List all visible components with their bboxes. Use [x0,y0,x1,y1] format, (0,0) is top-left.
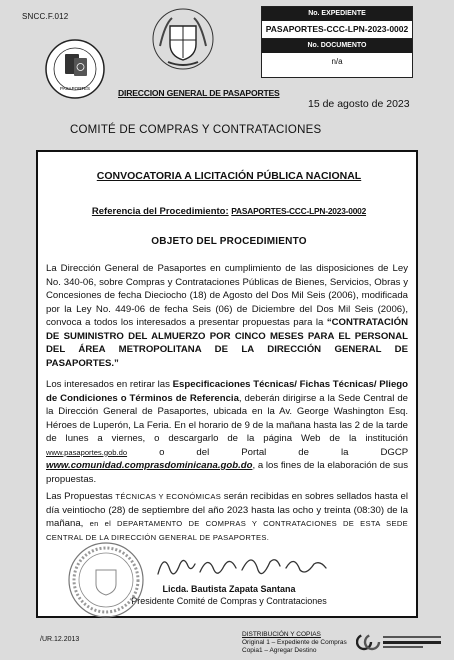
paragraph-submission [46,490,408,544]
submission-location: en el DEPARTAMENTO DE COMPRAS Y CONTRATACIONES DE ESTA SEDE CENTRAL DE LA DIRECCIÓN GENERAL DE PASAPORTES. [46,519,408,542]
contract-object: “CONTRATACIÓN DE SUMINISTRO DEL ALMUERZO POR CINCO MESES PARA EL PERSONAL DEL ÁREA METROPOLITANA DE LA DIRECCIÓN GENERAL DE PASAPORTES.” [46,317,408,369]
convocation-text: La Dirección General de Pasaportes en cumplimiento de las disposiciones de Ley No. 340-06, sobre Compras y Contrataciones Públicas de Bienes, Servicios, Obras y Concesiones de fecha Dieciocho (18) de Agosto del Dos Mil Seis (2006), modificada por la Ley No. 449-06 de fecha Seis (06) de Diciembre del Dos Mil Seis (2006), convoca a todos los interesados a presentar propuestas para la [46,263,408,328]
procedure-reference [38,206,420,217]
paragraph-documents [46,378,408,486]
documents-bold: Especificaciones Técnicas/ Fichas Técnicas/ Pliego de Condiciones o Términos de Referencia [46,379,408,404]
expediente-header: No. EXPEDIENTE [262,7,412,21]
submission-smallcaps: TÉCNICAS Y ECONÓMICAS [115,492,222,501]
institution-website-link[interactable]: www.pasaportes.gob.do [46,447,128,457]
documents-text-c: o del Portal de la DGCP [159,446,408,458]
document-header: No. DOCUMENTO [262,39,412,53]
documents-text-b: , deberán dirigirse a la Sede Central de la Dirección General de Pasaportes, ubicada en la Av. George Washington Esq. Héroes de Luperón, La Feria. En el horario de 9 de la mañana hasta las 2 de la tarde de lunes a viernes, o descargarlo de la página Web de la institución [46,392,408,444]
handwritten-signature [150,548,340,584]
committee-heading: COMITÉ DE COMPRAS Y CONTRATACIONES [70,124,322,136]
document-number: n/a [331,57,343,66]
object-heading: OBJETO DEL PROCEDIMIENTO [151,236,307,247]
distribution-copies [242,631,347,655]
passport-agency-logo [44,38,106,100]
signer-name: Licda. Bautista Zapata Santana [162,584,296,594]
distribution-copy: Copia1 – Agregar Destino [242,647,317,654]
official-stamp [66,540,146,620]
submission-text-b: serán recibidas en sobres sellados hasta el día veintiocho (28) de septiembre del año 2023 hasta las ocho y treinta (08:30) de la mañana, [46,491,408,529]
submission-text-a: Las Propuestas [46,491,113,502]
compras-contrataciones-logo [356,632,446,652]
agency-name: DIRECCION GENERAL DE PASAPORTES [118,88,280,98]
paragraph-convocation [46,262,408,370]
coat-of-arms-seal [150,6,216,72]
dgcp-portal-link[interactable]: www.comunidad.comprasdominicana.gob.do [46,460,253,471]
expediente-number: PASAPORTES-CCC-LPN-2023-0002 [262,21,412,39]
reference-value: PASAPORTES-CCC-LPN-2023-0002 [231,206,367,216]
distribution-original: Original 1 – Expediente de Compras [242,639,347,646]
signer-role: Presidente Comité de Compras y Contrataciones [131,596,327,606]
svg-text:PASAPORTES: PASAPORTES [59,86,91,91]
notice-title: CONVOCATORIA A LICITACIÓN PÚBLICA NACIONAL [96,170,362,182]
reference-label: Referencia del Procedimiento: [91,206,229,217]
documents-text-a: Los interesados en retirar las [46,379,170,390]
distribution-heading: DISTRIBUCIÓN Y COPIAS [242,631,321,638]
footer-code: /UR.12.2013 [40,636,80,643]
documents-text-d: , a los fines de la elaboración de sus propuestas. [46,460,408,485]
document-date: 15 de agosto de 2023 [308,98,410,110]
expediente-box [261,6,413,78]
form-code: SNCC.F.012 [22,12,69,21]
